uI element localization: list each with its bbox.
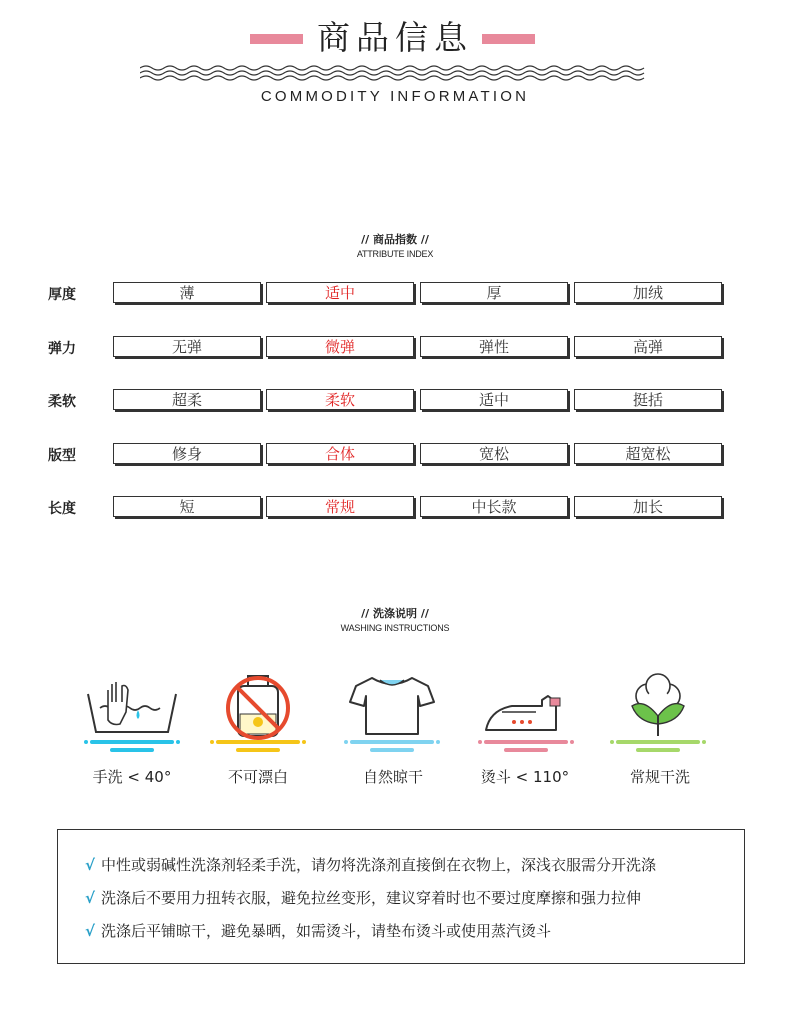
cotton-label: 常规干洗 [629,768,690,786]
washing-section-title: // 洗涤说明 // [361,607,429,620]
attribute-option-selected: 适中 [266,282,414,303]
wave-divider [140,62,650,84]
attribute-row-label: 厚度 [48,287,76,303]
instruction-line [85,854,656,875]
check-icon: √ [85,856,96,874]
attribute-option: 宽松 [420,443,568,464]
attribute-title-text: 商品指数 [373,233,417,246]
attribute-row-label: 版型 [48,448,76,464]
attribute-row-label: 弹力 [48,341,76,357]
attribute-option: 适中 [420,389,568,410]
instruction-line [85,887,641,908]
instruction-line [85,920,551,941]
instruction-text: 洗涤后平铺晾干，避免暴晒，如需烫斗，请垫布烫斗或使用蒸汽烫斗 [101,922,552,940]
instruction-text: 中性或弱碱性洗涤剂轻柔手洗，请勿将洗涤剂直接倒在衣物上，深浅衣服需分开洗涤 [101,856,657,874]
attribute-option: 薄 [113,282,261,303]
attribute-section-title: // 商品指数 // [361,233,429,246]
attribute-option-selected: 柔软 [266,389,414,410]
iron-icon [476,672,576,762]
iron-label: 烫斗 < 110° [480,768,570,786]
attribute-option-selected: 合体 [266,443,414,464]
washing-section-subtitle: WASHING INSTRUCTIONS [340,623,450,633]
no-bleach-label: 不可漂白 [227,768,288,786]
attribute-row-label: 柔软 [48,394,76,410]
page-title: 商品信息 [317,18,473,57]
attribute-option-selected: 微弹 [266,336,414,357]
attribute-option: 短 [113,496,261,517]
check-icon: √ [85,922,96,940]
shirt-dry-icon [342,672,442,762]
hand-wash-icon [82,672,182,762]
attribute-option: 高弹 [574,336,722,357]
attribute-option: 挺括 [574,389,722,410]
attribute-option: 无弹 [113,336,261,357]
attribute-option: 厚 [420,282,568,303]
attribute-option: 超柔 [113,389,261,410]
attribute-section-subtitle: ATTRIBUTE INDEX [356,249,434,259]
attribute-option: 中长款 [420,496,568,517]
no-bleach-icon [208,672,308,762]
shirt-dry-label: 自然晾干 [362,768,423,786]
attribute-row-label: 长度 [48,501,76,517]
attribute-option: 弹性 [420,336,568,357]
attribute-option: 加长 [574,496,722,517]
page-subtitle: COMMODITY INFORMATION [260,88,530,105]
attribute-option: 修身 [113,443,261,464]
washing-title-text: 洗涤说明 [373,607,417,620]
attribute-option: 加绒 [574,282,722,303]
instruction-text: 洗涤后不要用力扭转衣服，避免拉丝变形，建议穿着时也不要过度摩擦和强力拉伸 [101,889,642,907]
attribute-option: 超宽松 [574,443,722,464]
cotton-icon [608,672,708,762]
check-icon: √ [85,889,96,907]
hand-wash-label: 手洗 < 40° [92,768,172,786]
attribute-option-selected: 常规 [266,496,414,517]
